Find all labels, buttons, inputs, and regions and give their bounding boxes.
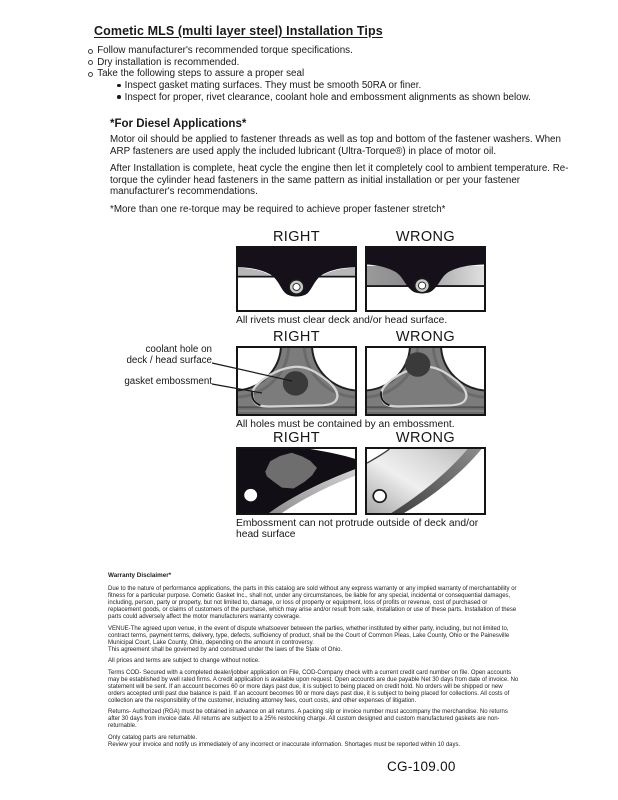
right-label: RIGHT (272, 329, 321, 345)
venue-paragraph: VENUE-The agreed upon venue, in the event of dispute whatsoever between the parties, whether instituted by either party, including, but not limited to, contract terms, payment terms, delivery, type, defects, sufficiency of product, shall be the Court of Common Pleas, Lake County, Ohio or the Painesville Municipal Court, Lake County, Ohio, depending on the amount in controversy. (108, 625, 510, 646)
right-label: RIGHT (272, 430, 321, 446)
agreement-line: This agreement shall be governed by and construed under the laws of the State of Ohio. (108, 646, 343, 653)
leader-lines (204, 356, 304, 401)
bolt-hole (244, 489, 257, 501)
list-item (88, 45, 558, 57)
diesel-applications-heading: *For Diesel Applications* (110, 118, 247, 130)
bullet-text: Take the following steps to assure a proper seal (97, 68, 305, 80)
gasket-embossment-label: gasket embossment (124, 376, 212, 387)
rivet-right-diagram (236, 246, 357, 312)
rivet-wrong-diagram (365, 246, 486, 312)
returns-paragraph: Returns- Authorized (RGA) must be obtained in advance on all returns. A packing slip or invoice number must accompany the merchandise. No returns after 30 days from invoice date. All returns are subject to a 25% restocking charge. All custom designed and custom manufactured gaskets are non-returnable. (108, 709, 508, 729)
retorque-note: *More than one re-torque may be required to achieve proper fastener stretch* (110, 204, 446, 215)
coolant-hole (405, 352, 430, 377)
list-item (88, 57, 558, 69)
figure-diagrams (236, 447, 486, 515)
callout-labels (104, 345, 212, 388)
wrong-label: WRONG (395, 329, 456, 345)
page-title: Cometic MLS (multi layer steel) Installation Tips (94, 24, 383, 38)
bullet-text: Follow manufacturer's recommended torque specifications. (97, 45, 353, 56)
warranty-paragraph: Due to the nature of performance applications, the parts in this catalog are sold without any express warranty or any implied warranty of merchantability or fitness for a particular purpose. Cometic Gasket Inc., shall not, under any circumstances, be liable for any special, incidental or consequential damages, including, person, party or property, but not limited to, damage, or loss of property or equipment, loss of profits or revenue, cost of purchased or replacement goods, or claims of customers of the purchase, which may arise and/or result from sale, installation or use of these parts. Installation of these parts could adversely affect the motor manufacturers warranty coverage. (108, 586, 517, 620)
review-line: Review your invoice and notify us immediately of any incorrect or inaccurate information. Shortages must be reported within 10 days. (108, 741, 461, 748)
protrusion-right-diagram (236, 447, 357, 515)
figure-caption: Embossment can not protrude outside of deck and/or head surface (236, 518, 479, 540)
bolt-hole (373, 490, 386, 502)
installation-tips-list (88, 45, 558, 104)
figure-labels (236, 329, 486, 345)
coolant-hole-label: coolant hole on deck / head surface (126, 344, 212, 366)
figure-rivet-clearance (236, 229, 486, 326)
figure-embossment-protrusion (236, 430, 486, 540)
prices-line: All prices and terms are subject to change without notice. (108, 658, 260, 664)
figure-caption: All rivets must clear deck and/or head surface. (236, 315, 448, 326)
list-item (88, 68, 558, 80)
warranty-heading: Warranty Disclaimer* (108, 572, 172, 579)
returnable-line: Only catalog parts are returnable. (108, 734, 198, 741)
list-item (117, 80, 558, 92)
heat-cycle-paragraph: After Installation is complete, heat cycle the engine then let it completely cool to ambient temperature. Re-torque the cylinder head fasteners in the same pattern as initial installation or per your fastener manufacturer's recommendations. (110, 163, 569, 197)
right-label: RIGHT (272, 229, 321, 245)
terms-paragraph: Terms COD- Secured with a completed dealer/jobber application on File, COD-Company check with a current credit card number on file. Open accounts may be established by well rated firms. A credit application is available upon request. Open accounts are due payable Net 30 days from date of invoice. No statement will be sent. If an account becomes 60 or more days past due, it is subject to being placed on credit hold. No orders will be shipped or new orders accepted until past due balance is paid. If an account becomes 90 or more days past due, it is subject to being placed for collections. All costs of collection are the responsibility of the customer, including attorney fees, court costs, and other expenses of litigation. (108, 669, 519, 704)
list-item (117, 92, 558, 104)
protrusion-wrong-diagram (365, 447, 486, 515)
wrong-label: WRONG (395, 229, 456, 245)
bullet-text: Inspect gasket mating surfaces. They must be smooth 50RA or finer. (124, 80, 422, 92)
wrong-label: WRONG (395, 430, 456, 446)
figure-labels (236, 229, 486, 245)
figure-labels (236, 430, 486, 446)
page-code: CG-109.00 (387, 759, 456, 774)
figure-diagrams (236, 246, 486, 312)
figure-caption: All holes must be contained by an embossment. (236, 419, 455, 430)
warranty-disclaimer (108, 572, 519, 749)
bullet-text: Inspect for proper, rivet clearance, coolant hole and embossment alignments as shown below. (124, 91, 531, 103)
diesel-paragraph: Motor oil should be applied to fastener threads as well as top and bottom of the fastener washers. When ARP fasteners are used apply the included lubricant (Ultra-Torque®) in place of motor oil. (110, 134, 561, 157)
embossment-wrong-diagram (365, 346, 486, 416)
bullet-text: Dry installation is recommended. (97, 56, 240, 68)
